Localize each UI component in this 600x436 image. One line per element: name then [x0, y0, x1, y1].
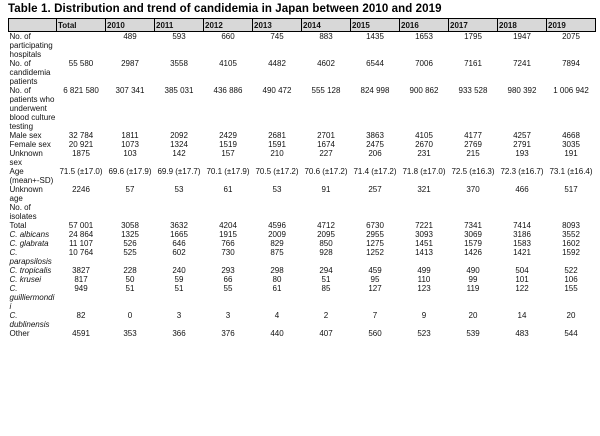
- header-row: [9, 19, 596, 32]
- row-label: No. of isolates: [9, 203, 37, 221]
- table-cell: 142: [172, 149, 186, 158]
- table-cell: 2987: [121, 59, 139, 68]
- table-cell: 157: [221, 149, 235, 158]
- table-cell: 53: [174, 185, 184, 194]
- table-cell: 1591: [268, 140, 286, 149]
- table-row: [9, 203, 596, 221]
- row-label: C. dublinensis: [9, 311, 50, 329]
- table-cell: 231: [417, 149, 431, 158]
- table-cell: 7894: [562, 59, 580, 68]
- table-row: [9, 185, 596, 203]
- table-cell: 1435: [366, 32, 384, 41]
- table-cell: 3186: [513, 230, 531, 239]
- table-cell: [204, 203, 253, 221]
- table-cell: 14: [517, 311, 527, 320]
- table-cell: 82: [76, 311, 86, 320]
- table-row: [9, 230, 596, 239]
- table-cell: 69.9 (±17.7): [157, 167, 201, 176]
- table-cell: 2769: [464, 140, 482, 149]
- table-cell: 407: [319, 329, 333, 338]
- table-cell: 4: [274, 311, 280, 320]
- table-cell: 1947: [513, 32, 531, 41]
- row-label: No. of patients who underwent blood culture testing: [9, 86, 56, 131]
- table-cell: 385 031: [164, 86, 194, 95]
- column-header-2018: 2018: [498, 19, 547, 32]
- table-cell: 544: [564, 329, 578, 338]
- table-row: [9, 311, 596, 329]
- table-cell: 293: [221, 266, 235, 275]
- table-cell: 1665: [170, 230, 188, 239]
- table-cell: 660: [221, 32, 235, 41]
- table-row: [9, 167, 596, 185]
- table-cell: 7006: [415, 59, 433, 68]
- table-cell: 875: [270, 248, 284, 257]
- table-cell: 2092: [170, 131, 188, 140]
- table-body: [9, 32, 596, 339]
- table-row: [9, 86, 596, 131]
- table-cell: 55 580: [68, 59, 94, 68]
- table-cell: 321: [417, 185, 431, 194]
- table-title: Table 1. Distribution and trend of candidemia in Japan between 2010 and 2019: [8, 3, 442, 15]
- table-cell: 191: [564, 149, 578, 158]
- table-cell: 210: [270, 149, 284, 158]
- table-cell: 2: [323, 311, 329, 320]
- table-cell: 80: [272, 275, 282, 284]
- table-cell: 7241: [513, 59, 531, 68]
- table-cell: 2095: [317, 230, 335, 239]
- table-cell: 3632: [170, 221, 188, 230]
- table-cell: 850: [319, 239, 333, 248]
- table-cell: 2955: [366, 230, 384, 239]
- table-row: [9, 221, 596, 230]
- table-cell: 228: [123, 266, 137, 275]
- column-header-2010: 2010: [106, 19, 155, 32]
- table-cell: 206: [368, 149, 382, 158]
- table-cell: 1795: [464, 32, 482, 41]
- table-cell: 8093: [562, 221, 580, 230]
- table-cell: 20: [468, 311, 478, 320]
- table-cell: 366: [172, 329, 186, 338]
- table-cell: 1602: [562, 239, 580, 248]
- table-cell: 50: [125, 275, 135, 284]
- table-cell: 522: [564, 266, 578, 275]
- table-cell: 7221: [415, 221, 433, 230]
- table-cell: 70.5 (±17.2): [255, 167, 299, 176]
- row-label: Age (mean+-SD): [9, 167, 54, 185]
- row-label: C. krusei: [9, 275, 42, 284]
- table-cell: 2475: [366, 140, 384, 149]
- table-cell: 1592: [562, 248, 580, 257]
- table-cell: 7: [372, 311, 378, 320]
- table-cell: 824 998: [360, 86, 390, 95]
- table-cell: [57, 32, 106, 60]
- table-cell: 10 764: [68, 248, 94, 257]
- table-cell: 2670: [415, 140, 433, 149]
- table-cell: 817: [74, 275, 88, 284]
- row-label: C. albicans: [9, 230, 50, 239]
- table-cell: [498, 203, 547, 221]
- table-cell: 110: [417, 275, 431, 284]
- table-cell: 560: [368, 329, 382, 338]
- table-row: [9, 131, 596, 140]
- row-label: Female sex: [9, 140, 51, 149]
- table-cell: 949: [74, 284, 88, 293]
- table-cell: 51: [125, 284, 135, 293]
- table-cell: 3: [225, 311, 231, 320]
- table-cell: 6544: [366, 59, 384, 68]
- table-cell: 490: [466, 266, 480, 275]
- table-cell: 1421: [513, 248, 531, 257]
- table-cell: 490 472: [262, 86, 292, 95]
- table-cell: 71.8 (±17.0): [402, 167, 446, 176]
- table-cell: 4712: [317, 221, 335, 230]
- table-cell: 72.3 (±16.7): [500, 167, 544, 176]
- table-cell: 57: [125, 185, 135, 194]
- table-row: [9, 329, 596, 338]
- table-cell: 123: [417, 284, 431, 293]
- table-cell: 2791: [513, 140, 531, 149]
- table-cell: 933 528: [458, 86, 488, 95]
- table-cell: 61: [272, 284, 282, 293]
- table-cell: 3069: [464, 230, 482, 239]
- table-cell: [106, 203, 155, 221]
- table-cell: 7414: [513, 221, 531, 230]
- table-row: [9, 59, 596, 86]
- table-cell: [351, 203, 400, 221]
- table-row: [9, 239, 596, 248]
- table-cell: 6 821 580: [63, 86, 99, 95]
- column-header-2011: 2011: [155, 19, 204, 32]
- table-cell: 745: [270, 32, 284, 41]
- table-cell: 436 886: [213, 86, 243, 95]
- table-cell: 51: [174, 284, 184, 293]
- table-cell: 3: [176, 311, 182, 320]
- row-label: Total: [9, 221, 27, 230]
- table-cell: 1915: [219, 230, 237, 239]
- table-cell: 3035: [562, 140, 580, 149]
- table-cell: 0: [127, 311, 133, 320]
- row-label: C. tropicalis: [9, 266, 52, 275]
- column-header-2014: 2014: [302, 19, 351, 32]
- table-cell: [547, 203, 596, 221]
- table-cell: 2009: [268, 230, 286, 239]
- table-cell: 61: [223, 185, 233, 194]
- table-cell: 4105: [415, 131, 433, 140]
- table-cell: 2429: [219, 131, 237, 140]
- table-cell: 353: [123, 329, 137, 338]
- table-cell: 6730: [366, 221, 384, 230]
- table-cell: 2701: [317, 131, 335, 140]
- table-cell: 517: [564, 185, 578, 194]
- table-cell: 766: [221, 239, 235, 248]
- table-cell: [253, 203, 302, 221]
- table-cell: 193: [515, 149, 529, 158]
- table-cell: 376: [221, 329, 235, 338]
- table-cell: 370: [466, 185, 480, 194]
- table-row: [9, 284, 596, 311]
- table-header: [9, 19, 596, 32]
- column-header-2012: 2012: [204, 19, 253, 32]
- table-cell: 85: [321, 284, 331, 293]
- table-cell: 99: [468, 275, 478, 284]
- table-cell: 1426: [464, 248, 482, 257]
- table-cell: 829: [270, 239, 284, 248]
- table-cell: 103: [123, 149, 137, 158]
- table-cell: 3558: [170, 59, 188, 68]
- table-cell: 504: [515, 266, 529, 275]
- table-cell: 1674: [317, 140, 335, 149]
- table-cell: 55: [223, 284, 233, 293]
- table-cell: 3093: [415, 230, 433, 239]
- table-cell: 73.1 (±16.4): [549, 167, 593, 176]
- table-cell: [449, 203, 498, 221]
- table-cell: 294: [319, 266, 333, 275]
- table-cell: 1275: [366, 239, 384, 248]
- table-row: [9, 32, 596, 60]
- table-cell: 483: [515, 329, 529, 338]
- table-cell: 71.5 (±17.0): [59, 167, 103, 176]
- table-cell: 240: [172, 266, 186, 275]
- table-cell: 646: [172, 239, 186, 248]
- table-cell: 4177: [464, 131, 482, 140]
- table-cell: 215: [466, 149, 480, 158]
- table-cell: 1811: [121, 131, 139, 140]
- column-header-2017: 2017: [449, 19, 498, 32]
- table-cell: 155: [564, 284, 578, 293]
- table-cell: 91: [321, 185, 331, 194]
- column-header-2013: 2013: [253, 19, 302, 32]
- table-cell: 1413: [415, 248, 433, 257]
- table-cell: 459: [368, 266, 382, 275]
- table-row: [9, 140, 596, 149]
- table-cell: [400, 203, 449, 221]
- table-cell: 980 392: [507, 86, 537, 95]
- table-cell: 1579: [464, 239, 482, 248]
- table-cell: 3827: [72, 266, 90, 275]
- table-cell: 2075: [562, 32, 580, 41]
- table-cell: 730: [221, 248, 235, 257]
- table-cell: 101: [515, 275, 529, 284]
- table-cell: 20: [566, 311, 576, 320]
- table-cell: 440: [270, 329, 284, 338]
- table-row: [9, 275, 596, 284]
- column-header-2016: 2016: [400, 19, 449, 32]
- table-cell: 4591: [72, 329, 90, 338]
- table-cell: 1451: [415, 239, 433, 248]
- table-cell: 539: [466, 329, 480, 338]
- table-cell: 24 864: [68, 230, 94, 239]
- table-cell: 127: [368, 284, 382, 293]
- row-label: Unknown age: [9, 185, 43, 203]
- table-cell: 883: [319, 32, 333, 41]
- table-cell: 257: [368, 185, 382, 194]
- table-cell: 593: [172, 32, 186, 41]
- table-cell: 9: [421, 311, 427, 320]
- table-cell: [302, 203, 351, 221]
- table-cell: 227: [319, 149, 333, 158]
- table-cell: 4596: [268, 221, 286, 230]
- table-cell: 489: [123, 32, 137, 41]
- row-label: C. parapsilosis: [9, 248, 52, 266]
- table-cell: 3552: [562, 230, 580, 239]
- row-label: Other: [9, 329, 30, 338]
- table-cell: 95: [370, 275, 380, 284]
- table-cell: 1875: [72, 149, 90, 158]
- table-cell: 928: [319, 248, 333, 257]
- table-cell: 1519: [219, 140, 237, 149]
- row-label: Male sex: [9, 131, 42, 140]
- column-header-2015: 2015: [351, 19, 400, 32]
- table-row: [9, 248, 596, 266]
- table-cell: 466: [515, 185, 529, 194]
- table-cell: 525: [123, 248, 137, 257]
- table-cell: 1653: [415, 32, 433, 41]
- table-cell: 4482: [268, 59, 286, 68]
- column-header-Total: Total: [57, 19, 106, 32]
- row-label: C. guilliermondii: [9, 284, 55, 311]
- candidemia-table: [8, 18, 596, 338]
- table-cell: 2246: [72, 185, 90, 194]
- table-row: [9, 266, 596, 275]
- table-cell: 4602: [317, 59, 335, 68]
- table-cell: 69.6 (±17.9): [108, 167, 152, 176]
- row-label: No. of participating hospitals: [9, 32, 53, 59]
- table-cell: 7161: [464, 59, 482, 68]
- table-cell: [57, 203, 106, 221]
- column-header-2019: 2019: [547, 19, 596, 32]
- table-cell: 119: [466, 284, 480, 293]
- table-cell: 1252: [366, 248, 384, 257]
- table-cell: 4668: [562, 131, 580, 140]
- table-cell: 1 006 942: [553, 86, 589, 95]
- table-cell: 66: [223, 275, 233, 284]
- table-cell: 51: [321, 275, 331, 284]
- table-cell: 122: [515, 284, 529, 293]
- table-cell: 4105: [219, 59, 237, 68]
- row-label: Unknown sex: [9, 149, 43, 167]
- table-cell: 70.6 (±17.2): [304, 167, 348, 176]
- table-cell: 526: [123, 239, 137, 248]
- table-cell: 11 107: [69, 239, 93, 248]
- table-cell: 1583: [513, 239, 531, 248]
- table-cell: 57 001: [68, 221, 94, 230]
- row-label: No. of candidemia patients: [9, 59, 51, 86]
- table-cell: 2681: [268, 131, 286, 140]
- table-cell: 499: [417, 266, 431, 275]
- table-cell: 900 862: [409, 86, 439, 95]
- table-cell: 106: [564, 275, 578, 284]
- table-cell: [155, 203, 204, 221]
- table-cell: 59: [174, 275, 184, 284]
- table-row: [9, 149, 596, 167]
- table-cell: 602: [172, 248, 186, 257]
- table-cell: 1073: [121, 140, 139, 149]
- table-cell: 523: [417, 329, 431, 338]
- row-label: C. glabrata: [9, 239, 49, 248]
- table-cell: 71.4 (±17.2): [353, 167, 397, 176]
- table-cell: 555 128: [311, 86, 341, 95]
- table-cell: 70.1 (±17.9): [206, 167, 250, 176]
- table-cell: 3058: [121, 221, 139, 230]
- table-cell: 1325: [121, 230, 139, 239]
- table-cell: 1324: [170, 140, 188, 149]
- table-cell: 32 784: [68, 131, 94, 140]
- table-cell: 53: [272, 185, 282, 194]
- table-cell: 4257: [513, 131, 531, 140]
- table-cell: 20 921: [68, 140, 94, 149]
- table-cell: 4204: [219, 221, 237, 230]
- table-cell: 72.5 (±16.3): [451, 167, 495, 176]
- table-cell: 307 341: [115, 86, 145, 95]
- column-header-empty: [9, 19, 57, 32]
- table-cell: 7341: [464, 221, 482, 230]
- table-cell: 3863: [366, 131, 384, 140]
- table-cell: 298: [270, 266, 284, 275]
